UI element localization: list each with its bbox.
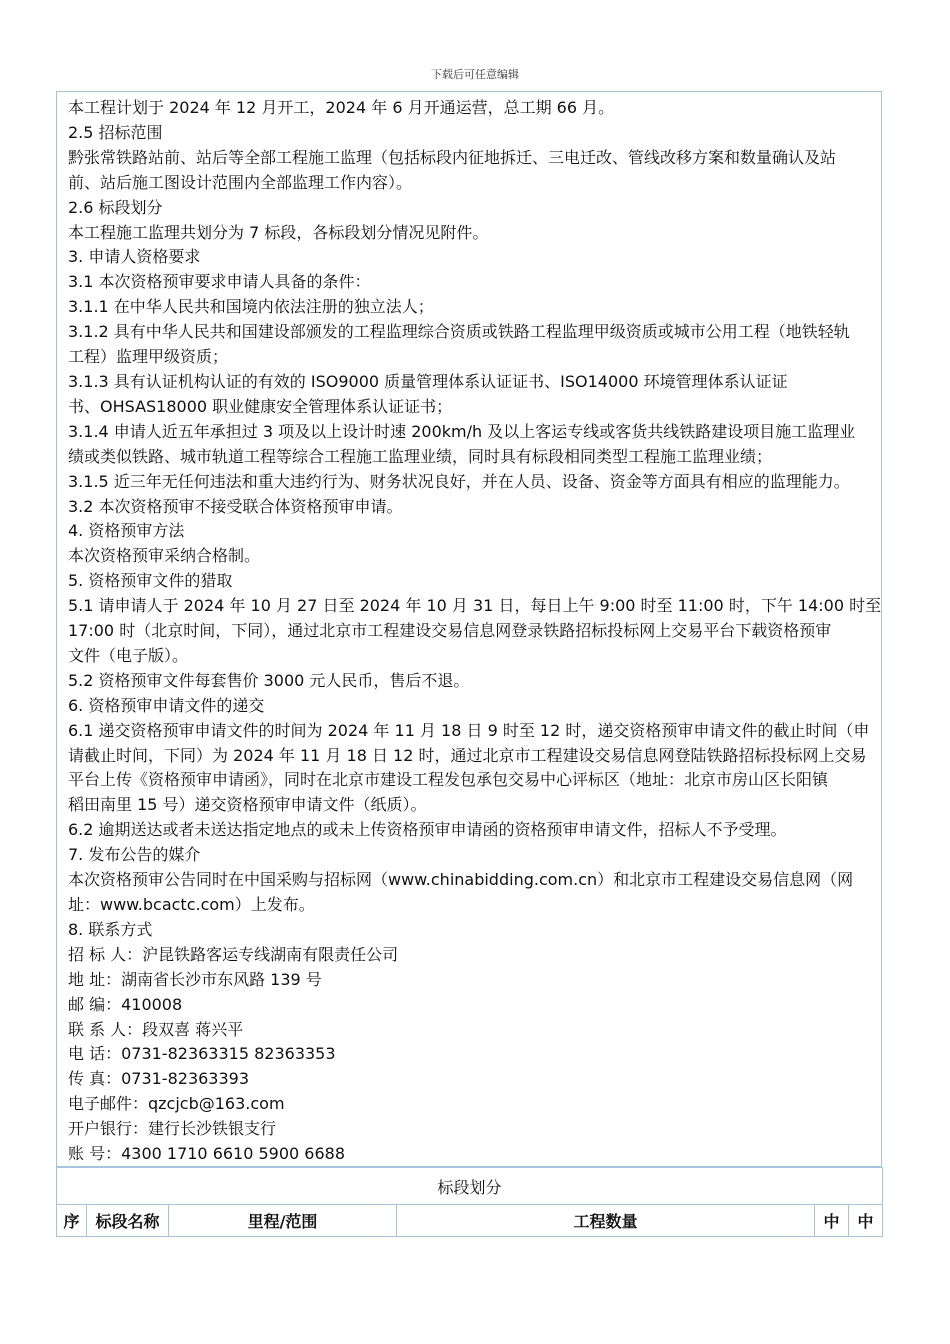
text-line: 2.6 标段划分 xyxy=(68,197,163,217)
text-line: 址：www.bcactc.com）上发布。 xyxy=(68,895,315,914)
text-line: 本工程施工监理共划分为 7 标段，各标段划分情况见附件。 xyxy=(68,222,489,242)
text-line: 电子邮件：qzcjcb@163.com xyxy=(68,1094,285,1114)
text-line: 17:00 时（北京时间，下同），通过北京市工程建设交易信息网登录铁路招标投标网上交易平台下载资格预审 xyxy=(68,621,832,641)
segment-table-wrap xyxy=(56,1167,882,1237)
text-line: 3.1.1 在中华人民共和国境内依法注册的独立法人； xyxy=(68,297,434,317)
column-header-extra-2: 中 xyxy=(849,1205,883,1237)
text-line: 5.1 请申请人于 2024 年 10 月 27 日至 2024 年 10 月 31 日，每日上午 9:00 时至 11:00 时，下午 14:00 时至 xyxy=(68,596,882,616)
text-line: 3.1 本次资格预审要求申请人具备的条件： xyxy=(68,272,371,292)
text-line: 4. 资格预审方法 xyxy=(68,521,185,541)
text-line: 开户银行：建行长沙铁银支行 xyxy=(68,1119,277,1139)
text-line: 6.1 递交资格预审申请文件的时间为 2024 年 11 月 18 日 9 时至 12 时，递交资格预审申请文件的截止时间（申 xyxy=(68,720,870,740)
text-line: 邮 编：410008 xyxy=(68,994,183,1014)
text-line: 平台上传《资格预审申请函》，同时在北京市建设工程发包承包交易中心评标区（地址：北京市房山区长阳镇 xyxy=(68,770,829,790)
text-line: 2.5 招标范围 xyxy=(68,122,163,142)
text-line: 5. 资格预审文件的猎取 xyxy=(68,571,233,591)
text-line: 账 号：4300 1710 6610 5900 6688 xyxy=(68,1144,346,1164)
text-line: 3.1.4 申请人近五年承担过 3 项及以上设计时速 200km/h 及以上客运专线或客货共线铁路建设项目施工监理业 xyxy=(68,421,856,441)
text-line: 5.2 资格预审文件每套售价 3000 元人民币，售后不退。 xyxy=(68,670,470,690)
column-header-mileage: 里程/范围 xyxy=(169,1205,397,1237)
text-line: 黔张常铁路站前、站后等全部工程施工监理（包括标段内征地拆迁、三电迁改、管线改移方案和数量确认及站 xyxy=(68,147,837,167)
segment-table xyxy=(56,1167,883,1237)
text-line: 文件（电子版）。 xyxy=(68,645,189,665)
column-header-segment-name: 标段名称 xyxy=(87,1205,169,1237)
text-line: 地 址：湖南省长沙市东风路 139 号 xyxy=(68,969,322,989)
text-line: 本工程计划于 2024 年 12 月开工，2024 年 6 月开通运营，总工期 66 月。 xyxy=(68,98,615,117)
text-line: 3.2 本次资格预审不接受联合体资格预审申请。 xyxy=(68,496,403,516)
column-header-index: 序 xyxy=(57,1205,87,1237)
text-line: 3.1.2 具有中华人民共和国建设部颁发的工程监理综合资质或铁路工程监理甲级资质或城市公用工程（地铁轻轨 xyxy=(68,322,850,342)
text-line: 工程）监理甲级资质； xyxy=(68,347,229,367)
text-line: 稻田南里 15 号）递交资格预审申请文件（纸质）。 xyxy=(68,795,427,815)
text-line: 3.1.3 具有认证机构认证的有效的 ISO9000 质量管理体系认证证书、ISO14000 环境管理体系认证证 xyxy=(68,371,788,391)
text-line: 传 真：0731-82363393 xyxy=(68,1069,250,1089)
text-line: 电 话：0731-82363315 82363353 xyxy=(68,1044,336,1064)
text-line: 请截止时间，下同）为 2024 年 11 月 18 日 12 时，通过北京市工程建设交易信息网登陆铁路招标投标网上交易 xyxy=(68,745,867,765)
text-line: 3.1.5 近三年无任何违法和重大违约行为、财务状况良好，并在人员、设备、资金等方面具有相应的监理能力。 xyxy=(68,471,850,491)
text-line: 本次资格预审公告同时在中国采购与招标网（www.chinabidding.com.cn）和北京市工程建设交易信息网（网 xyxy=(68,870,854,890)
text-line: 本次资格预审采纳合格制。 xyxy=(68,546,261,566)
text-line: 招 标 人：沪昆铁路客运专线湖南有限责任公司 xyxy=(68,944,399,964)
announcement-body xyxy=(56,91,882,1167)
table-caption: 标段划分 xyxy=(57,1168,883,1205)
text-line: 绩或类似铁路、城市轨道工程等综合工程施工监理业绩，同时具有标段相同类型工程施工监理业绩； xyxy=(68,446,773,466)
text-line: 3. 申请人资格要求 xyxy=(68,247,201,267)
text-line: 8. 联系方式 xyxy=(68,919,153,939)
text-line: 前、站后施工图设计范围内全部监理工作内容）。 xyxy=(68,172,413,192)
column-header-extra-1: 中 xyxy=(815,1205,849,1237)
text-line: 书、OHSAS18000 职业健康安全管理体系认证证书； xyxy=(68,396,453,416)
text-line: 联 系 人：段双喜 蒋兴平 xyxy=(68,1019,244,1039)
text-line: 6. 资格预审申请文件的递交 xyxy=(68,695,265,715)
column-header-quantity: 工程数量 xyxy=(397,1205,815,1237)
page-header: 下载后可任意编辑 xyxy=(431,68,519,81)
text-line: 6.2 逾期送达或者未送达指定地点的或未上传资格预审申请函的资格预审申请文件，招标人不予受理。 xyxy=(68,820,787,840)
text-line: 7. 发布公告的媒介 xyxy=(68,845,201,865)
